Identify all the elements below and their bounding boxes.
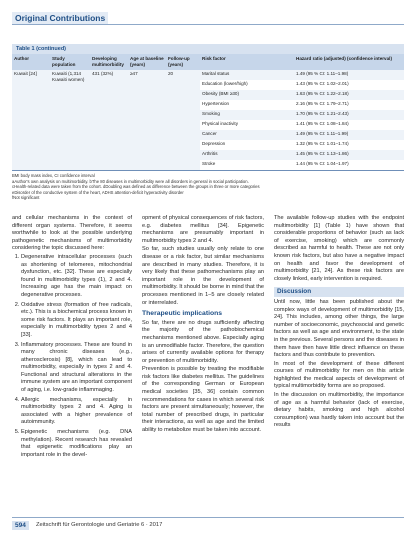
column-header: Hazard ratio (adjusted) (confidence interval) [296, 56, 392, 61]
table-footnotes [12, 173, 404, 201]
body-paragraph: So far, there are no drugs sufficiently affecting the majority of the pathobiochemical mechanisms mentioned above. Especially aging is an unmodifiable factor. Therefore, the question arises of currently available options for therapy or prevention of multimorbidity. [142, 319, 264, 364]
table-caption: Table 1 (continued) [12, 44, 404, 54]
table-header-row [12, 54, 404, 70]
list-item: 5. Epigenetic mechanisms (e.g. DNA methylation). Recent research has revealed that epigenetic modifications play an important role in the devel- [21, 429, 132, 459]
section-heading: Discussion [274, 287, 404, 297]
risk-factor-cell: Physical inactivity [200, 120, 294, 130]
body-paragraph: Until now, little has been published about the complex ways of development of multimorbidity [15, 24]. This includes, among other things, the large number of socioeconomic, psychosocial and genetic factors as well as age and environment, to the state in the previous. Several persons and the diseases in them have then have little direct influence on these factors and thus contribute to prevention. [274, 298, 404, 359]
footnote: cHealth-related data were taken from the cohort. dDoubling was defined as difference between the groups in three or more categories [12, 184, 260, 190]
footnote: fNot significant [12, 195, 40, 201]
journal-citation: Zeitschrift für Gerontologie und Geriatrie 6 · 2017 [36, 522, 163, 528]
text-column-right [274, 215, 404, 431]
section-heading: Therapeutic implications [142, 310, 223, 318]
column-header: Study population [52, 56, 76, 67]
page-number: 594 [12, 521, 29, 530]
list-item: 3. Inflammatory processes. These are found in many chronic diseases (e.g., atherosclerosis) [8], which can lead to multimorbidity, especially in types 2 and 4. Functional and structural alterations in the immune system are an important component of aging, i.e. low-grade inflammaging. [21, 342, 132, 395]
hazard-ratio-cell: 1.70 (95 % CI: 1.21–2.43) [294, 110, 404, 120]
risk-factor-cell: Arthritis [200, 150, 294, 160]
column-header: Follow-up (years) [168, 56, 190, 67]
risk-factor-cell: Education (lower/high) [200, 80, 294, 90]
body-paragraph: In the discussion on multimorbidity, the importance of age as a harmful behavior (lack of exercise, dietary habits, smoking and high alcohol consumption) was hardly taken into account but the results [274, 392, 404, 429]
study-age: ≥47 [128, 70, 166, 170]
column-header: Risk factor [202, 56, 226, 61]
hazard-ratio-cell: 1.44 (95 % CI: 1.04–1.97) [294, 160, 404, 170]
risk-factor-cell: Smoking [200, 110, 294, 120]
list-item: 4. Allergic mechanisms, especially in multimorbidity types 2 and 4. Aging is associated with a higher prevalence of autoimmunity. [21, 397, 132, 427]
footnote: aAuthor's own analysis on multimorbidity. bThe 80 diseases in multimorbidity were all disorders in general in social participation. [12, 178, 249, 184]
hazard-ratio-cell: 2.16 (95 % CI: 1.79–2.71) [294, 100, 404, 110]
body-paragraph: and cellular mechanisms in the context of different organ systems. Therefore, it seems worthwhile to look at the possible underlying pathogenetic mechanisms of multimorbidity considering the topic discussed here: [12, 215, 132, 252]
hazard-ratio-cell: 1.45 (95 % CI: 1.13–1.86) [294, 150, 404, 160]
study-followup: 20 [166, 70, 200, 170]
study-developing: 431 (32%) [90, 70, 128, 170]
hazard-ratio-cell: 1.41 (95 % CI: 1.08–1.84) [294, 120, 404, 130]
footnote: BMI body mass index, CI confidence interval [12, 173, 95, 178]
risk-factor-table [12, 44, 404, 201]
text-column-left [12, 215, 132, 461]
body-paragraph: The available follow-up studies with the endpoint multimorbidity [1] (Table 1) have shown that considerable proportions of behavior (such as lack of exercise, smoking) which are commonly described as harmful to health. These are not only known risk factors, but also have a negative impact on health and favor the development of multimorbidity [21, 24]. As these risk factors are closely linked, early intervention is required. [274, 215, 404, 282]
list-item: 1. Degenerative intracellular processes (such as shortening of telomeres, mitochondrial dysfunction, etc. [32]. These are especially found in multimorbidity types (1), 2 and 4. Increasing age has the main impact on degenerative processes. [21, 254, 132, 300]
risk-factor-cell: Stroke [200, 160, 294, 170]
hazard-ratio-cell: 1.32 (95 % CI: 1.01–1.74) [294, 140, 404, 150]
hazard-ratio-cell: 1.63 (95 % CI: 1.22–2.18) [294, 90, 404, 100]
footer-rule [12, 517, 404, 518]
risk-factor-cell: Depression [200, 140, 294, 150]
body-paragraph: opment of physical consequences of risk factors, e.g. diabetes mellitus [34]. Epigenetic mechanisms are presumably important in multimorbidity types 2 and 4. [142, 215, 264, 244]
body-paragraph: So far, such studies usually only relate to one disease or a risk factor, but similar mechanisms are described in many studies. Therefore, it is very likely that these pathomechanisms play an important role in the development of multimorbidity. It should be borne in mind that the processes mentioned in 1–5 are closely related or interrelated. [142, 246, 264, 306]
footnote: eDisorder of the conductive system of the heart, ADHS attention-deficit hyperactivity disorder [12, 189, 184, 195]
hazard-ratio-cell: 1.49 (95 % CI: 1.11–1.99) [294, 130, 404, 140]
study-author: Kuwait [24] [12, 70, 50, 170]
risk-factor-cell: Marital status [200, 70, 294, 80]
risk-factor-cell: Hypertension [200, 100, 294, 110]
body-paragraph: Prevention is possible by treating the modifiable risk factors like diabetes mellitus. The guidelines of the corresponding German or European medical societies [35, 36] contain common recommendations for cases in which several risk factors are present simultaneously; however, the total number of prescribed drugs, in particular their interactions, as well as age and the limited ability to metabolize must be taken into account. [142, 366, 264, 434]
section-tag: Original Contributions [12, 12, 108, 24]
mechanism-list [12, 254, 132, 459]
risk-factor-cell: Obesity (BMI ≥30) [200, 90, 294, 100]
column-header: Developing multimorbidity [92, 56, 124, 67]
table-row [12, 70, 404, 80]
text-column-middle [142, 215, 264, 436]
risk-factor-cell: Cancer [200, 130, 294, 140]
list-item: 2. Oxidative stress (formation of free radicals, etc.). This is a biochemical process known in some risk factors. It plays an important role, especially in multimorbidity types 2 and 4 [33]. [21, 302, 132, 340]
column-header: Age at baseline (years) [130, 56, 164, 67]
hazard-ratio-cell: 1.43 (95 % CI: 1.02–2.01) [294, 80, 404, 90]
hazard-ratio-cell: 1.49 (95 % CI: 1.11–1.98) [294, 70, 404, 80]
study-population: Kuwaiti (1,314 Kuwaiti women) [50, 70, 90, 170]
body-paragraph: In most of the development of these different courses of multimorbidity for men on this article highlighted the medical aspects of development of typical multimorbidity forms are so proposed. [274, 360, 404, 390]
column-header: Author [14, 56, 30, 61]
table-bottom-rule [12, 170, 404, 171]
header-rule [12, 24, 404, 25]
